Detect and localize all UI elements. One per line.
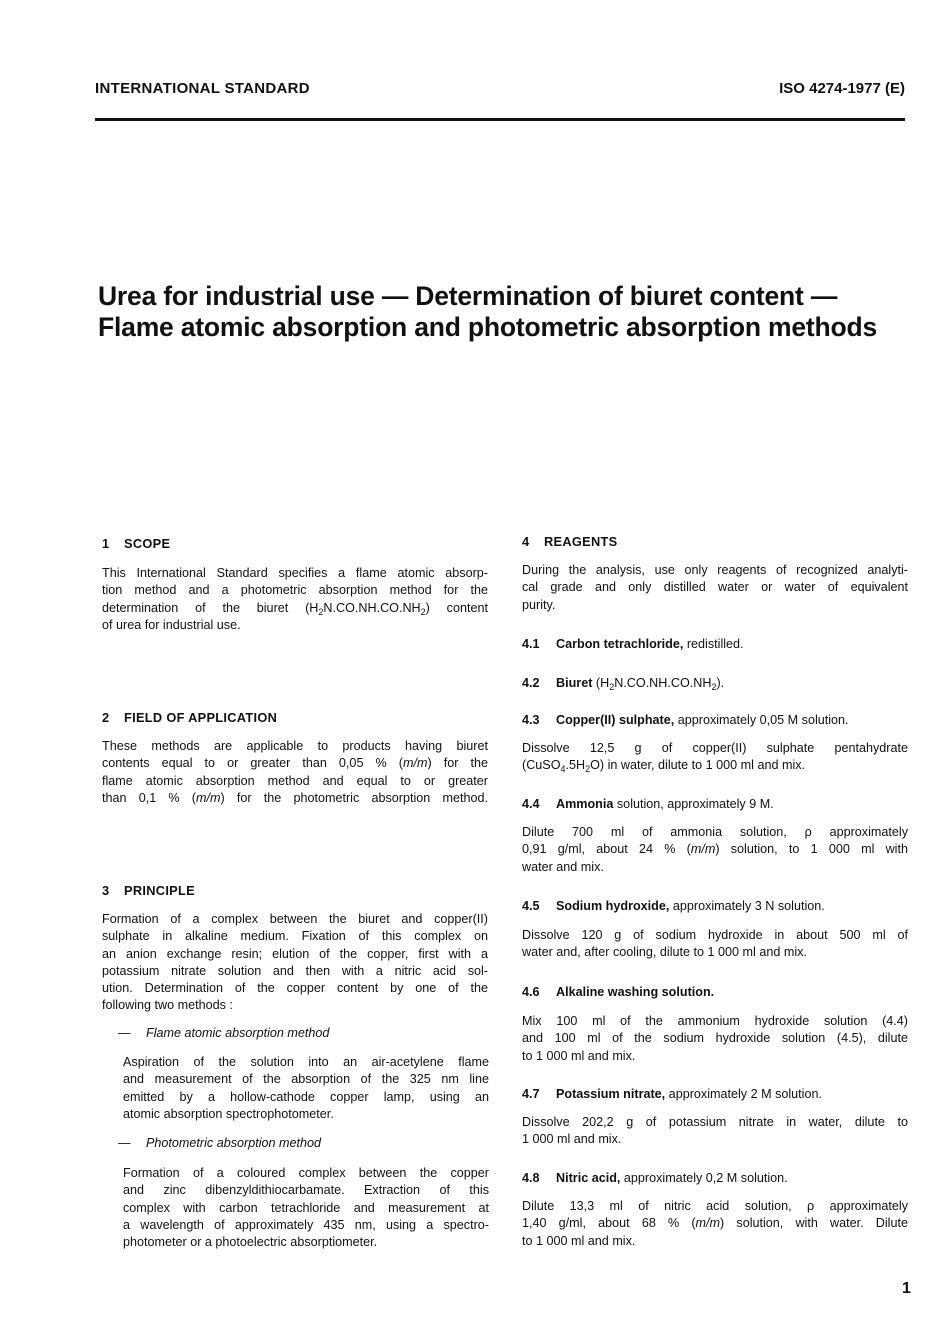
reagent-4-8-heading: 4.8 Nitric acid, approximately 0,2 M solution. [522, 1171, 788, 1185]
running-header [95, 80, 905, 104]
flame-method-paragraph: Aspiration of the solution into an air-acetylene flame and measurement of the absorption of the 325 nm line emitted by a hollow-cathode copper lamp, using an atomic absorption spectrophotometer. [123, 1055, 489, 1121]
reagent-4-2-heading: 4.2 Biuret $(H_2N.CO.NH.CO.NH_2)$. [522, 676, 725, 692]
section-number: 4 [522, 534, 530, 549]
reagent-4-1-heading: 4.1 Carbon tetrachloride, redistilled. [522, 637, 744, 651]
title-line-2: Flame atomic absorption and photometric absorption methods [98, 312, 878, 342]
section-heading-field-of-application [102, 709, 277, 726]
section-heading-scope [102, 535, 170, 552]
reagent-4-3-description: Dissolve 12,5 g of copper(II) sulphate pentahydrate $(CuSO_4.5H_2O)$ in water, dilute to 1 000 ml and mix. [522, 741, 908, 775]
method-label-photometric-absorption: — Photometric absorption method [118, 1135, 321, 1152]
reagent-4-6-description: Mix 100 ml of the ammonium hydroxide solution (4.4) and 100 ml of the sodium hydroxide solution (4.5), dilute to 1 000 ml and mix. [522, 1014, 908, 1063]
reagent-4-8-description: Dilute 13,3 ml of nitric acid solution, ρ approximately 1,40 g/ml, about 68 % (m/m) solution, with water. Dilute to 1 000 ml and mix. [522, 1199, 908, 1248]
document-title [98, 281, 928, 343]
field-of-application-paragraph: These methods are applicable to products having biuret contents equal to or greater than 0,05 % (m/m) for the flame atomic absorption method and equal to or greater than 0,1 % (m/m) for the photometric absorption method. [102, 739, 488, 805]
section-title: FIELD OF APPLICATION [124, 710, 278, 725]
section-heading-reagents [522, 533, 618, 550]
reagent-4-4-heading: 4.4 Ammonia solution, approximately 9 M. [522, 797, 774, 811]
reagent-4-7-heading: 4.7 Potassium nitrate, approximately 2 M solution. [522, 1087, 822, 1101]
reagent-4-6-heading: 4.6 Alkaline washing solution. [522, 985, 715, 999]
page-number: 1 [902, 1280, 911, 1297]
document-type-label: INTERNATIONAL STANDARD [95, 80, 310, 97]
section-title: SCOPE [124, 536, 171, 551]
section-title: PRINCIPLE [124, 883, 195, 898]
section-heading-principle [102, 882, 195, 899]
scope-paragraph: This International Standard specifies a flame atomic absorp- tion method and a photometric absorption method for the determination of the biuret $(H_2N.CO.NH.CO.NH_2)$ content of urea for industrial use. [102, 566, 488, 632]
title-line-1: Urea for industrial use — Determination of biuret content — [98, 281, 838, 311]
section-title: REAGENTS [544, 534, 618, 549]
section-number: 3 [102, 883, 110, 898]
standard-number: ISO 4274-1977 (E) [779, 80, 905, 97]
photometric-method-paragraph: Formation of a coloured complex between the copper and zinc dibenzyldithiocarbamate. Extraction of this complex with carbon tetrachloride and measurement at a wavelength of approximately 435 nm, using a spectro- photometer or a photoelectric absorptiometer. [123, 1166, 489, 1250]
em-dash: — [118, 1136, 131, 1150]
header-rule-divider [95, 118, 905, 121]
reagent-4-5-heading: 4.5 Sodium hydroxide, approximately 3 N solution. [522, 899, 825, 913]
reagent-4-3-heading: 4.3 Copper(II) sulphate, approximately 0,05 M solution. [522, 713, 849, 727]
reagent-4-4-description: Dilute 700 ml of ammonia solution, ρ approximately 0,91 g/ml, about 24 % (m/m) solution, to 1 000 ml with water and mix. [522, 825, 908, 874]
section-number: 2 [102, 710, 110, 725]
em-dash: — [118, 1026, 131, 1040]
method-label-flame-atomic-absorption: — Flame atomic absorption method [118, 1025, 329, 1042]
section-number: 1 [102, 536, 110, 551]
reagents-intro-paragraph: During the analysis, use only reagents of recognized analyti- cal grade and only distilled water or water of equivalent purity. [522, 563, 908, 612]
reagent-4-5-description: Dissolve 120 g of sodium hydroxide in about 500 ml of water and, after cooling, dilute to 1 000 ml and mix. [522, 928, 908, 960]
reagent-4-7-description: Dissolve 202,2 g of potassium nitrate in water, dilute to 1 000 ml and mix. [522, 1115, 908, 1147]
principle-paragraph: Formation of a complex between the biuret and copper(II) sulphate in alkaline medium. Fixation of this complex on an anion exchange resin; elution of the copper, first with a potassium nitrate solution and then with a nitric acid sol- ution. Determination of the copper content by one of the following two methods : [102, 912, 488, 1013]
